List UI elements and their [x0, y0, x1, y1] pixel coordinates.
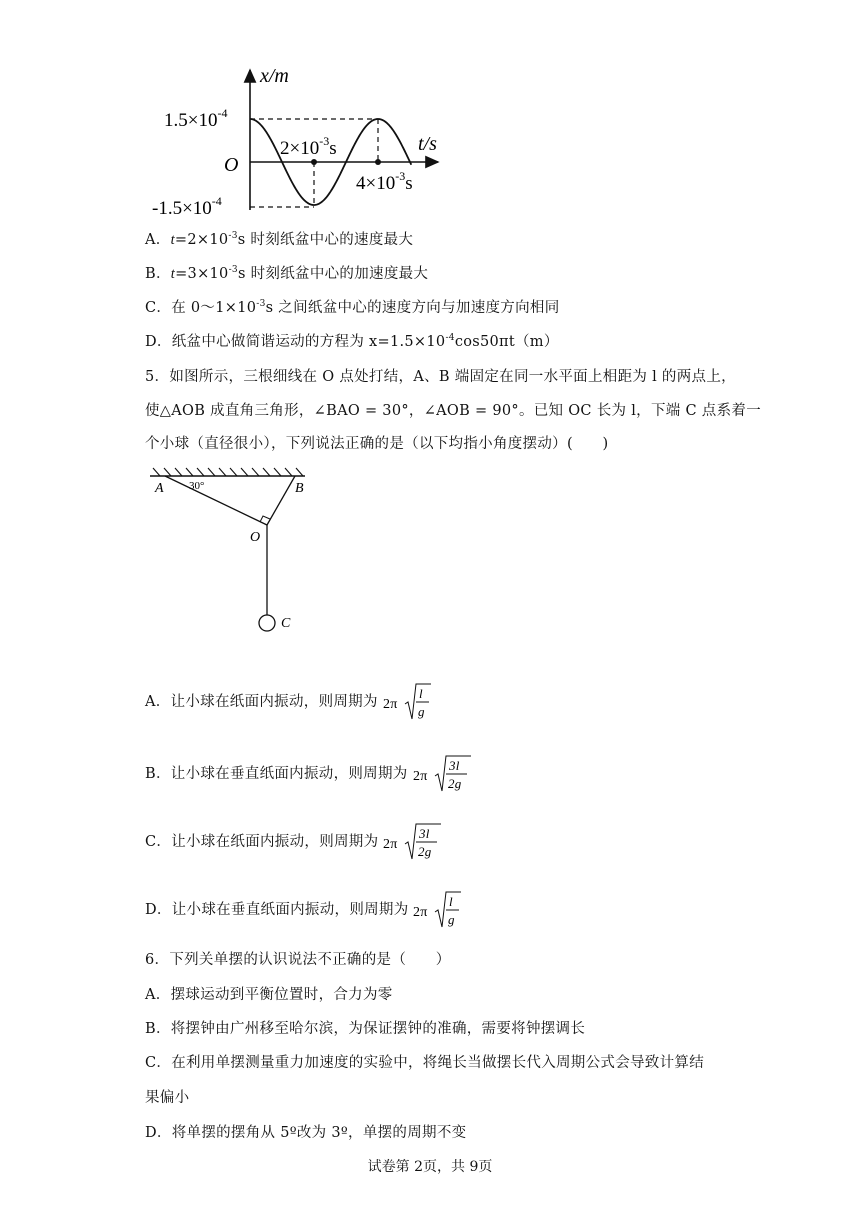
label-o: O [250, 530, 261, 545]
q5-option-a[interactable]: A．让小球在纸面内振动，则周期为 2π l g [145, 682, 445, 722]
q6-option-a[interactable]: A．摆球运动到平衡位置时，合力为零 [145, 987, 393, 1003]
ball [259, 615, 275, 631]
svg-text:3l: 3l [448, 758, 460, 773]
y-axis-label: x/m [260, 65, 289, 87]
period-formula-b [413, 754, 483, 794]
period-formula-d [413, 890, 475, 930]
svg-text:2π: 2π [412, 769, 428, 784]
point-4e-3 [375, 159, 381, 165]
svg-text:l: l [418, 686, 423, 701]
page-footer: 试卷第 2页，共 9页 [367, 1159, 493, 1175]
t-label-2e-3: $2\times 10^{-3}s$ [280, 134, 337, 159]
pendulum-figure [145, 455, 315, 640]
period-formula-c [383, 822, 453, 862]
svg-text:g: g [448, 912, 456, 927]
label-b: B [295, 481, 304, 496]
angle-label: 30° [189, 480, 205, 492]
svg-text:l: l [449, 894, 454, 909]
q6-option-c-line1[interactable]: C．在利用单摆测量重力加速度的实验中，将绳长当做摆长代入周期公式会导致计算结 [145, 1055, 704, 1071]
svg-text:2π: 2π [382, 697, 398, 712]
q5-stem-line2: 使△AOB 成直角三角形，∠BAO = 30°，∠AOB = 90°。已知 OC 长为 l，下端 C 点系着一 [145, 403, 761, 419]
svg-text:2g: 2g [447, 776, 462, 791]
y-tick-top: $1.5\times 10^{-4}$ [164, 106, 228, 131]
q4-option-d[interactable]: D．纸盆中心做简谐运动的方程为 $x=1.5\times 10^{-4}\cos 50\pi t(m)$ [145, 333, 559, 350]
period-formula-a [383, 682, 445, 722]
label-a: A [155, 481, 164, 496]
q5-option-b[interactable]: B．让小球在垂直纸面内振动，则周期为 2π 3l 2g [145, 754, 483, 794]
ceiling-hatching [153, 468, 303, 476]
q5-option-d[interactable]: D．让小球在垂直纸面内振动，则周期为 2π l g [145, 890, 475, 930]
origin-label: O [224, 154, 239, 176]
svg-text:2π: 2π [383, 837, 398, 852]
q5-stem-line1: 5．如图所示，三根细线在 O 点处打结，A、B 端固定在同一水平面上相距为 l 的两点上， [145, 369, 736, 385]
t-label-4e-3: $4\times 10^{-3}s$ [356, 169, 413, 194]
q4-option-a[interactable]: A．$t=2\times 10^{-3}s$ 时刻纸盆中心的速度最大 [145, 231, 414, 248]
x-axis-label: t/s [418, 133, 437, 155]
oscillation-graph [150, 62, 450, 222]
q6-stem: 6．下列关单摆的认识说法不正确的是（ ） [145, 952, 451, 968]
q4-option-b[interactable]: B．$t=3\times 10^{-3}s$ 时刻纸盆中心的加速度最大 [145, 265, 429, 282]
svg-text:g: g [417, 704, 425, 719]
q5-stem-line3: 个小球（直径很小），下列说法正确的是（以下均指小角度摆动）( ) [145, 436, 609, 452]
q4-option-c[interactable]: C．在 $0\sim 1\times 10^{-3}s$ 之间纸盆中心的速度方向与加速度方向相同 [145, 299, 560, 316]
svg-text:2π: 2π [413, 905, 429, 920]
point-2e-3 [311, 159, 317, 165]
svg-text:3l: 3l [419, 826, 431, 841]
y-tick-bottom: $-1.5\times 10^{-4}$ [152, 194, 222, 219]
string-bo [267, 476, 295, 525]
q6-option-d[interactable]: D．将单摆的摆角从 5º改为 3º，单摆的周期不变 [145, 1125, 467, 1141]
q5-option-c[interactable]: C．让小球在纸面内振动，则周期为 2π 3l 2g [145, 822, 453, 862]
q6-option-c-line2[interactable]: 果偏小 [145, 1090, 190, 1106]
svg-text:2g: 2g [418, 844, 432, 859]
string-ao [165, 476, 267, 525]
label-c: C [281, 616, 291, 631]
q6-option-b[interactable]: B．将摆钟由广州移至哈尔滨，为保证摆钟的准确，需要将钟摆调长 [145, 1021, 586, 1037]
